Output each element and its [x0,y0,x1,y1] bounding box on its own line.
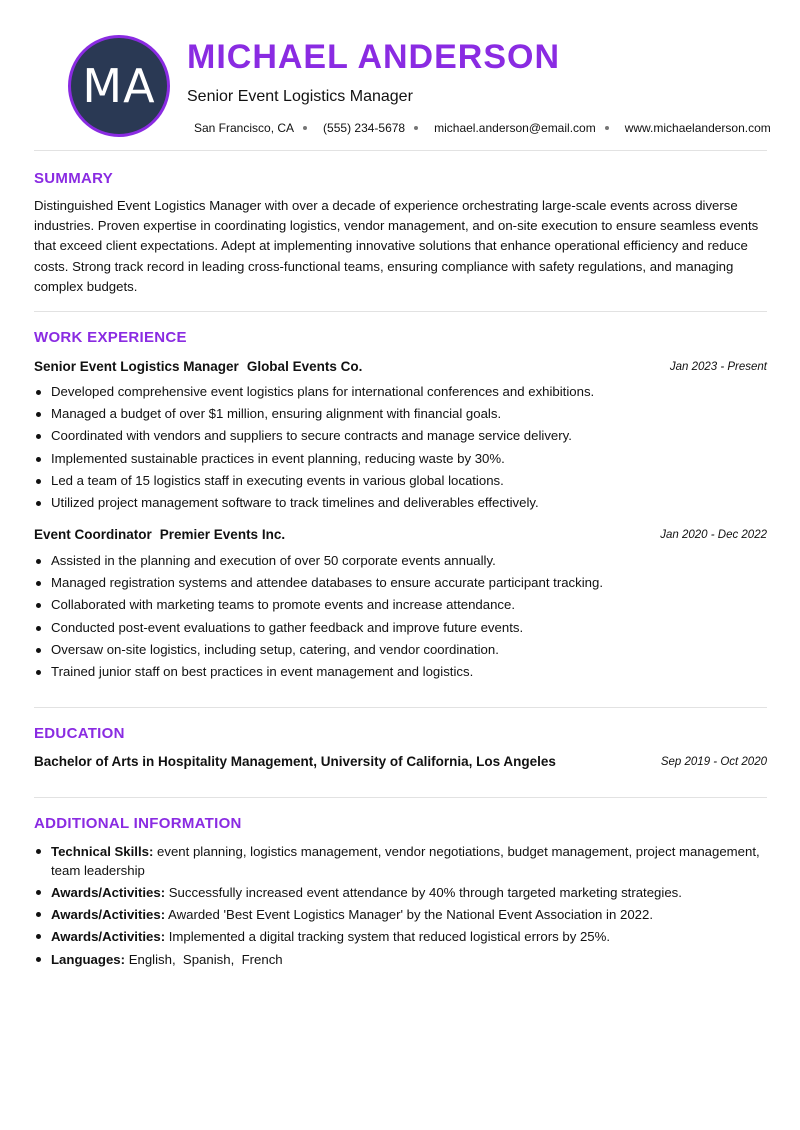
languages-label: Languages: [51,952,126,967]
item-label: Awards/Activities: [51,885,166,900]
contact-phone: (555) 234-5678 [323,121,406,135]
dot-separator-icon [414,126,418,130]
divider [34,150,767,151]
job-header [34,359,767,374]
list-item: Coordinated with vendors and suppliers to secure contracts and manage service delivery. [34,425,767,447]
job-role: Event Coordinator [34,527,152,542]
list-item: Conducted post-event evaluations to gather feedback and improve future events. [34,617,767,639]
item-text: Implemented a digital tracking system that reduced logistical errors by 25%. [168,929,611,944]
dot-separator-icon [605,126,609,130]
list-item: Led a team of 15 logistics staff in executing events in various global locations. [34,470,767,492]
job-company: Premier Events Inc. [159,527,286,542]
contact-email[interactable]: michael.anderson@email.com [434,121,596,135]
list-item: Trained junior staff on best practices in event management and logistics. [34,661,767,683]
contact-bar [194,121,771,135]
job-bullet-list [34,381,767,514]
education-degree: Bachelor of Arts in Hospitality Management, University of California, Los Angeles [34,754,556,769]
education-heading: EDUCATION [34,725,125,742]
list-item [34,927,767,946]
contact-website[interactable]: www.michaelanderson.com [624,121,771,135]
list-item [34,842,767,880]
list-item: Managed registration systems and attendee databases to ensure accurate participant tracking. [34,572,767,594]
list-item [34,883,767,902]
languages-text: English, Spanish, French [128,952,283,967]
contact-location: San Francisco, CA [194,121,295,135]
resume-header [34,0,771,150]
divider [34,797,767,798]
divider [34,707,767,708]
job-role: Senior Event Logistics Manager [34,359,239,374]
candidate-name: MICHAEL ANDERSON [187,38,561,76]
item-text: event planning, logistics management, vendor negotiations, budget management, project management, team leadership [51,844,760,878]
education-dates: Sep 2019 - Oct 2020 [660,756,767,768]
item-text: Successfully increased event attendance by 40% through targeted marketing strategies. [168,885,682,900]
additional-info-heading: ADDITIONAL INFORMATION [34,815,242,832]
item-label: Awards/Activities: [51,907,166,922]
education-entry [34,754,767,769]
languages-item [34,950,767,969]
summary-text: Distinguished Event Logistics Manager with over a decade of experience orchestrating large-scale events across diverse industries. Proven expertise in coordinating logistics, vendor management, and on-site execution to ensure seamless events that exceed client expectations. Adept at implementing innovative solutions that enhance operational efficiency and reduce costs. Strong track record in leading cross-functional teams, ensuring compliance with safety regulations, and managing complex budgets. [34,198,759,294]
summary-heading: SUMMARY [34,170,114,187]
job-header [34,527,767,542]
item-label: Awards/Activities: [51,929,166,944]
list-item: Collaborated with marketing teams to promote events and increase attendance. [34,594,767,616]
additional-info-list [34,842,767,972]
list-item: Developed comprehensive event logistics plans for international conferences and exhibitions. [34,381,767,403]
avatar-initials: MA [82,59,156,113]
divider [34,311,767,312]
item-label: Technical Skills: [51,844,154,859]
list-item: Managed a budget of over $1 million, ensuring alignment with financial goals. [34,403,767,425]
candidate-title: Senior Event Logistics Manager [187,88,413,105]
avatar [68,35,170,137]
item-text: Awarded 'Best Event Logistics Manager' by the National Event Association in 2022. [168,907,653,922]
list-item: Assisted in the planning and execution of over 50 corporate events annually. [34,550,767,572]
job-bullet-list [34,550,767,683]
list-item: Utilized project management software to track timelines and deliverables effectively. [34,492,767,514]
list-item [34,905,767,924]
job-dates: Jan 2020 - Dec 2022 [660,529,767,541]
list-item: Oversaw on-site logistics, including setup, catering, and vendor coordination. [34,639,767,661]
job-company: Global Events Co. [246,359,363,374]
work-experience-heading: WORK EXPERIENCE [34,329,187,346]
dot-separator-icon [303,126,307,130]
list-item: Implemented sustainable practices in event planning, reducing waste by 30%. [34,448,767,470]
job-dates: Jan 2023 - Present [669,361,767,373]
